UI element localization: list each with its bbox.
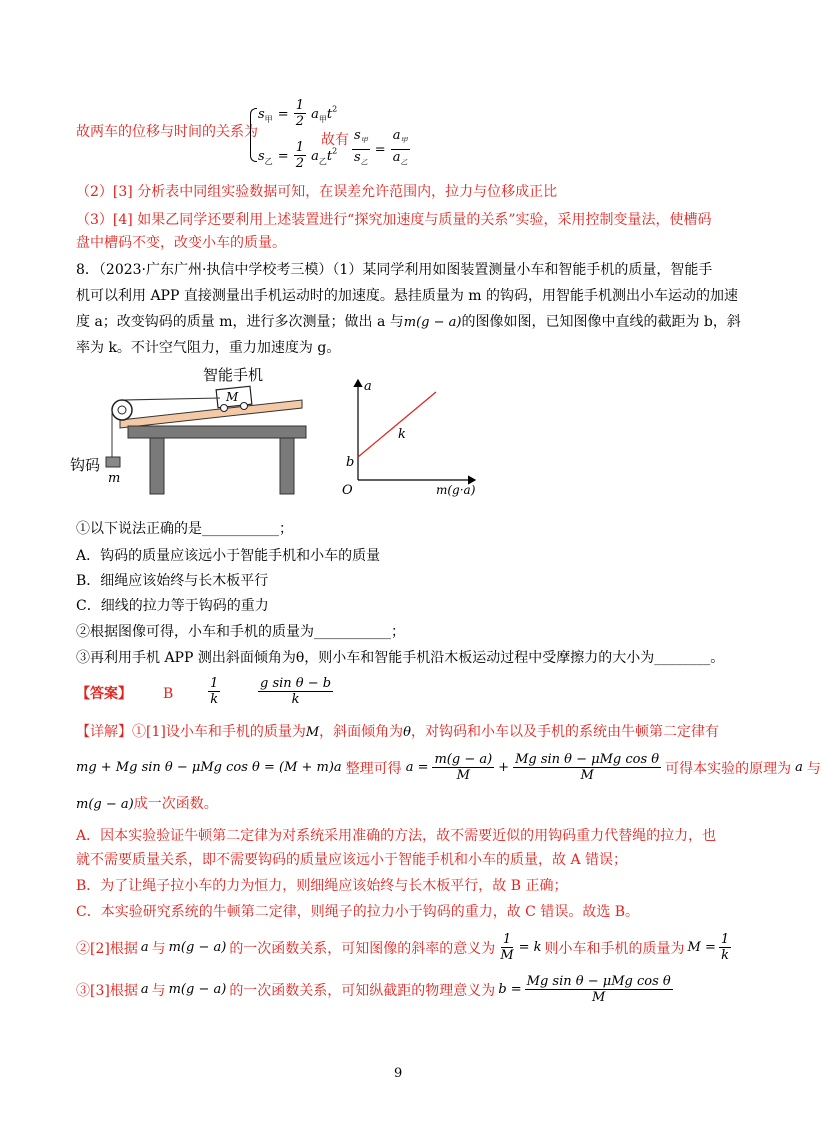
intro-text: 故两车的位移与时间的关系为 <box>76 124 258 140</box>
para-2: （2）[3] 分析表中同组实验数据可知，在误差允许范围内，拉力与位移成正比 <box>76 184 558 200</box>
answer-label: 【答案】 <box>76 686 132 702</box>
equation-brace <box>250 108 257 162</box>
table-top <box>128 426 306 438</box>
a-vs-mga-graph <box>340 372 490 502</box>
question-3: ③再利用手机 APP 测出斜面倾角为θ，则小车和智能手机沿木板运动过程中受摩擦力的大小为________。 <box>76 650 725 666</box>
table-leg <box>280 438 294 494</box>
slope-label: k <box>398 427 406 442</box>
detail-b: B．为了让绳子拉小车的力为恒力，则细绳应该始终与长木板平行，故 B 正确； <box>76 878 568 894</box>
q8-line-1: 8．（2023·广东广州·执信中学校考三模）（1）某同学利用如图装置测量小车和智能手机的质量，智能手 <box>76 262 713 278</box>
equation-s-yi: $s_乙$ = $\frac{1}{2}$ $a_乙t^2$ <box>258 140 338 171</box>
detail-c: C．本实验研究系统的牛顿第二定律，则绳子的拉力小于钩码的重力，故 C 错误。故选 B。 <box>76 904 640 920</box>
x-axis-label: m(g·a) <box>436 483 476 497</box>
y-axis-label: a <box>364 379 372 394</box>
answer-3: $\frac{\text{g sin θ − b}}{k}$ <box>260 676 332 707</box>
page-number: 9 <box>394 1066 403 1081</box>
inclined-board <box>120 400 302 428</box>
weight <box>106 457 120 467</box>
q8-line-3: 度 a；改变钩码的质量 m，进行多次测量；做出 a 与m(g − a)的图像如图，已知图像中直线的截距为 b，斜 <box>76 314 741 330</box>
detail-a-1: A．因本实验验证牛顿第二定律为对系统采用准确的方法，故不需要近似的用钩码重力代替绳的拉力，也 <box>76 828 717 844</box>
intercept-label: b <box>346 455 355 470</box>
pulley-hub <box>118 406 126 414</box>
detail-line-3: m(g − a)成一次函数。 <box>76 796 218 812</box>
phone-label: 智能手机 <box>203 366 264 384</box>
string <box>124 398 220 400</box>
question-2: ②根据图像可得，小车和手机的质量为___________； <box>76 624 405 640</box>
ratio-equation: $\frac{s_甲}{s_乙}$ = $\frac{a_甲}{a_乙}$ <box>354 128 408 167</box>
answer-2: $\frac{1}{k}$ <box>210 676 219 707</box>
so-text: 故有 <box>321 132 349 148</box>
detail-line-1: 【详解】①[1]设小车和手机的质量为M，斜面倾角为θ，对钩码和小车以及手机的系统由牛顿第二定律有 <box>76 724 719 740</box>
question-1: ①以下说法正确的是___________； <box>76 521 293 537</box>
q8-line-4: 率为 k。不计空气阻力，重力加速度为 g。 <box>76 340 341 356</box>
weight-mass: m <box>108 471 121 486</box>
cart-label: M <box>226 390 239 404</box>
q8-line-2: 机可以利用 APP 直接测量出手机运动时的加速度。悬挂质量为 m 的钩码，用智能手机测出小车运动的加速 <box>76 288 739 304</box>
detail-result-2: ②[2]根据 a 与 m(g − a) 的一次函数关系，可知图像的斜率的意义为 $\frac{1}{M}$ = k 则小车和手机的质量为 M = $\frac{1}{k}$ <box>76 932 730 963</box>
apparatus-figure <box>70 362 320 502</box>
option-a: A．钩码的质量应该远小于智能手机和小车的质量 <box>76 548 381 564</box>
table-leg <box>150 438 164 494</box>
answer-1: B <box>163 686 174 702</box>
cart-wheel <box>221 405 228 412</box>
para-3b: 盘中槽码不变，改变小车的质量。 <box>76 235 286 251</box>
para-3a: （3）[4] 如果乙同学还要利用上述装置进行“探究加速度与质量的关系”实验，采用控制变量法，使槽码 <box>76 212 712 228</box>
option-c: C．细线的拉力等于钩码的重力 <box>76 598 269 614</box>
detail-equation-row: mg + Mg sin θ − μMg cos θ = (M + m)a 整理可得 a = $\frac{m(g - a)}{M}$ + $\frac{\text{Mg sin θ − μMg cos θ}}{M}$ 可得本实验的原理为 a 与 <box>76 752 821 783</box>
origin-label: O <box>342 483 353 498</box>
detail-result-3: ③[3]根据 a 与 m(g − a) 的一次函数关系，可知纵截距的物理意义为 b = $\frac{\text{Mg sin θ − μMg cos θ}}{M}$ <box>76 974 671 1005</box>
equation-s-jia: $s_甲$ = $\frac{1}{2}$ $a_甲t^2$ <box>258 98 338 129</box>
cart-wheel <box>241 403 248 410</box>
fit-line <box>358 392 436 457</box>
weight-label: 钩码 <box>70 456 101 474</box>
option-b: B．细绳应该始终与长木板平行 <box>76 573 269 589</box>
detail-a-2: 就不需要质量关系，即不需要钩码的质量应该远小于智能手机和小车的质量，故 A 错误； <box>76 852 628 868</box>
